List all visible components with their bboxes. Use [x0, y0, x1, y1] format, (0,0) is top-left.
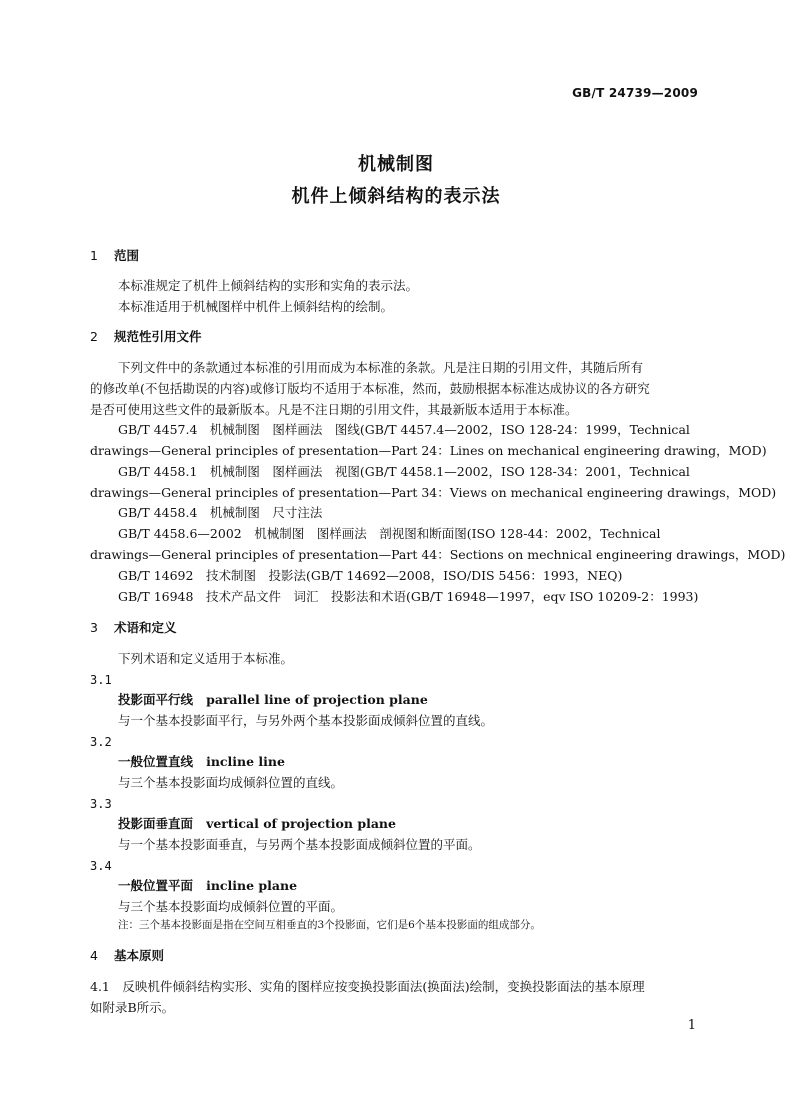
- section-2-heading: [90, 327, 202, 347]
- term-definition: 与三个基本投影面均成倾斜位置的直线。: [118, 775, 344, 790]
- section-2-intro-line: 的修改单(不包括勘误的内容)或修订版均不适用于本标准，然而，鼓励根据本标准达成协议的各方研究: [90, 381, 650, 396]
- term-heading: [118, 876, 297, 896]
- term-chinese: 投影面平行线: [118, 692, 194, 707]
- term-number: 3.1: [90, 673, 112, 687]
- reference-line: drawings—General principles of presentation—Part 44：Sections on mechnical engineering drawings，MOD): [90, 547, 786, 562]
- section-number: 4: [90, 948, 98, 963]
- term-number: 3.3: [90, 797, 112, 811]
- term-definition: 与三个基本投影面均成倾斜位置的平面。: [118, 899, 344, 914]
- section-1-paragraph-1: 本标准规定了机件上倾斜结构的实形和实角的表示法。: [118, 278, 419, 293]
- term-heading: [118, 752, 285, 772]
- section-4-heading: [90, 946, 164, 966]
- reference-line: GB/T 4457.4 机械制图 图样画法 图线(GB/T 4457.4—2002，ISO 128-24：1999，Technical: [118, 422, 690, 437]
- term-heading: [118, 814, 396, 834]
- section-number: 2: [90, 329, 98, 344]
- document-title-line-1: 机械制图: [358, 154, 434, 175]
- term-heading: [118, 690, 428, 710]
- term-english: parallel line of projection plane: [206, 692, 428, 707]
- term-english: incline line: [206, 754, 285, 769]
- section-2-intro-line: 下列文件中的条款通过本标准的引用而成为本标准的条款。凡是注日期的引用文件，其随后所有: [118, 360, 644, 375]
- term-definition: 与一个基本投影面平行，与另外两个基本投影面成倾斜位置的直线。: [118, 713, 494, 728]
- term-number: 3.2: [90, 735, 112, 749]
- term-chinese: 投影面垂直面: [118, 816, 194, 831]
- reference-line: GB/T 4458.1 机械制图 图样画法 视图(GB/T 4458.1—2002，ISO 128-34：2001，Technical: [118, 464, 690, 479]
- page-number: 1: [687, 1018, 696, 1033]
- section-title: 基本原则: [114, 948, 165, 963]
- section-title: 规范性引用文件: [114, 329, 202, 344]
- section-3-heading: [90, 618, 177, 638]
- section-title: 术语和定义: [114, 620, 177, 635]
- section-4-1-line-1: 4.1 反映机件倾斜结构实形、实角的图样应按变换投影面法(换面法)绘制，变换投影面法的基本原理: [90, 979, 645, 994]
- section-1-heading: [90, 246, 139, 266]
- reference-line: GB/T 14692 技术制图 投影法(GB/T 14692—2008，ISO/DIS 5456：1993，NEQ): [118, 568, 623, 583]
- section-1-paragraph-2: 本标准适用于机械图样中机件上倾斜结构的绘制。: [118, 299, 394, 314]
- term-note: 注：三个基本投影面是指在空间互相垂直的3个投影面，它们是6个基本投影面的组成部分。: [118, 919, 541, 931]
- reference-line: GB/T 4458.4 机械制图 尺寸注法: [118, 505, 323, 520]
- section-2-intro-line: 是否可使用这些文件的最新版本。凡是不注日期的引用文件，其最新版本适用于本标准。: [90, 402, 578, 417]
- term-chinese: 一般位置直线: [118, 754, 194, 769]
- term-definition: 与一个基本投影面垂直，与另两个基本投影面成倾斜位置的平面。: [118, 837, 481, 852]
- term-number: 3.4: [90, 859, 112, 873]
- section-4-1-line-2: 如附录B所示。: [90, 1000, 175, 1015]
- standard-code-header: GB/T 24739—2009: [572, 86, 698, 100]
- section-number: 1: [90, 248, 98, 263]
- section-number: 3: [90, 620, 98, 635]
- document-title-line-2: 机件上倾斜结构的表示法: [291, 186, 501, 207]
- term-english: vertical of projection plane: [206, 816, 396, 831]
- term-english: incline plane: [206, 878, 298, 893]
- reference-line: GB/T 4458.6—2002 机械制图 图样画法 剖视图和断面图(ISO 128-44：2002，Technical: [118, 526, 661, 541]
- term-chinese: 一般位置平面: [118, 878, 194, 893]
- section-3-intro: 下列术语和定义适用于本标准。: [118, 651, 294, 666]
- section-title: 范围: [114, 248, 140, 263]
- reference-line: drawings—General principles of presentation—Part 24：Lines on mechanical engineering drawing，MOD): [90, 443, 767, 458]
- reference-line: GB/T 16948 技术产品文件 词汇 投影法和术语(GB/T 16948—1997，eqv ISO 10209-2：1993): [118, 589, 699, 604]
- reference-line: drawings—General principles of presentation—Part 34：Views on mechanical engineering drawings，MOD): [90, 485, 777, 500]
